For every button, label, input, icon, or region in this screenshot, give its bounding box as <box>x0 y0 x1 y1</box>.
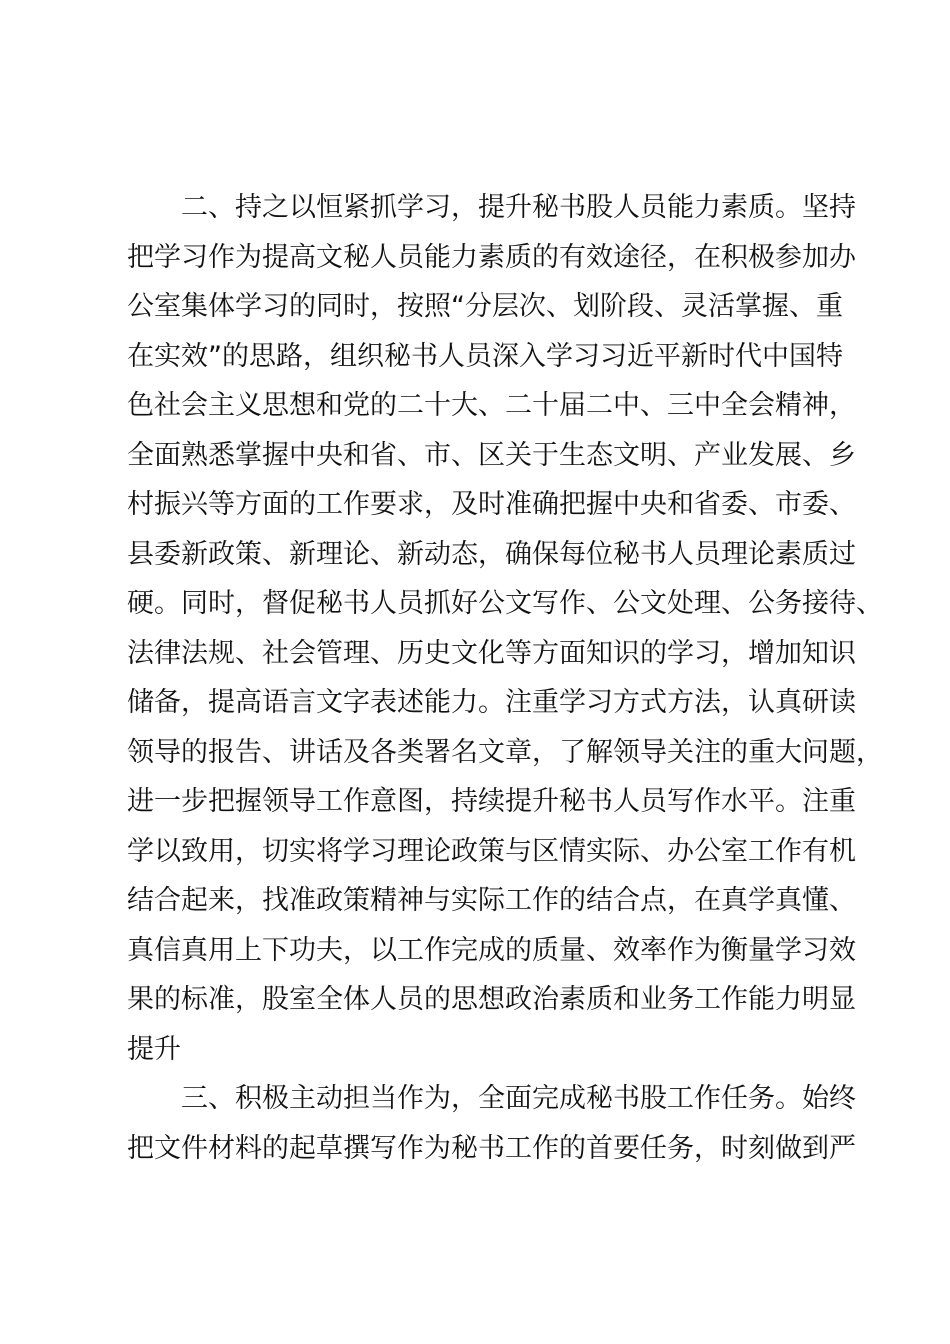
document-body <box>127 183 883 1173</box>
text-line: 公室集体学习的同时，按照“分层次、划阶段、灵活掌握、重 <box>127 291 843 322</box>
text-line: 把学习作为提高文秘人员能力素质的有效途径，在积极参加办 <box>127 241 856 273</box>
text-line: 进一步把握领导工作意图，持续提升秘书人员写作水平。注重 <box>127 786 856 817</box>
text-line: 结合起来，找准政策精神与实际工作的结合点，在真学真懂、 <box>127 885 856 916</box>
text-line: 果的标准，股室全体人员的思想政治素质和业务工作能力明显 <box>127 984 856 1015</box>
text-line: 色社会主义思想和党的二十大、二十届二中、三中全会精神， <box>127 390 856 421</box>
text-line: 提升 <box>127 1033 181 1065</box>
text-line: 法律法规、社会管理、历史文化等方面知识的学习，增加知识 <box>127 637 856 669</box>
text-line: 把文件材料的起草撰写作为秘书工作的首要任务，时刻做到严 <box>127 1132 856 1164</box>
text-line: 储备，提高语言文字表述能力。注重学习方式方法，认真研读 <box>127 687 856 718</box>
text-line: 在实效”的思路，组织秘书人员深入学习习近平新时代中国特 <box>127 340 843 372</box>
text-line: 县委新政策、新理论、新动态，确保每位秘书人员理论素质过 <box>127 538 856 570</box>
text-line: 真信真用上下功夫，以工作完成的质量、效率作为衡量学习效 <box>127 934 856 966</box>
text-line: 学以致用，切实将学习理论政策与区情实际、办公室工作有机 <box>127 835 856 867</box>
text-line: 村振兴等方面的工作要求，及时准确把握中央和省委、市委、 <box>127 489 856 520</box>
paragraph-3-heading-line: 三、积极主动担当作为，全面完成秘书股工作任务。始终 <box>181 1083 856 1114</box>
paragraph-2-heading-line: 二、持之以恒紧抓学习，提升秘书股人员能力素质。坚持 <box>181 192 856 223</box>
text-line: 硬。同时，督促秘书人员抓好公文写作、公文处理、公务接待、 <box>127 588 883 619</box>
text-line: 全面熟悉掌握中央和省、市、区关于生态文明、产业发展、乡 <box>127 439 856 471</box>
text-line: 领导的报告、讲话及各类署名文章，了解领导关注的重大问题， <box>127 736 883 768</box>
